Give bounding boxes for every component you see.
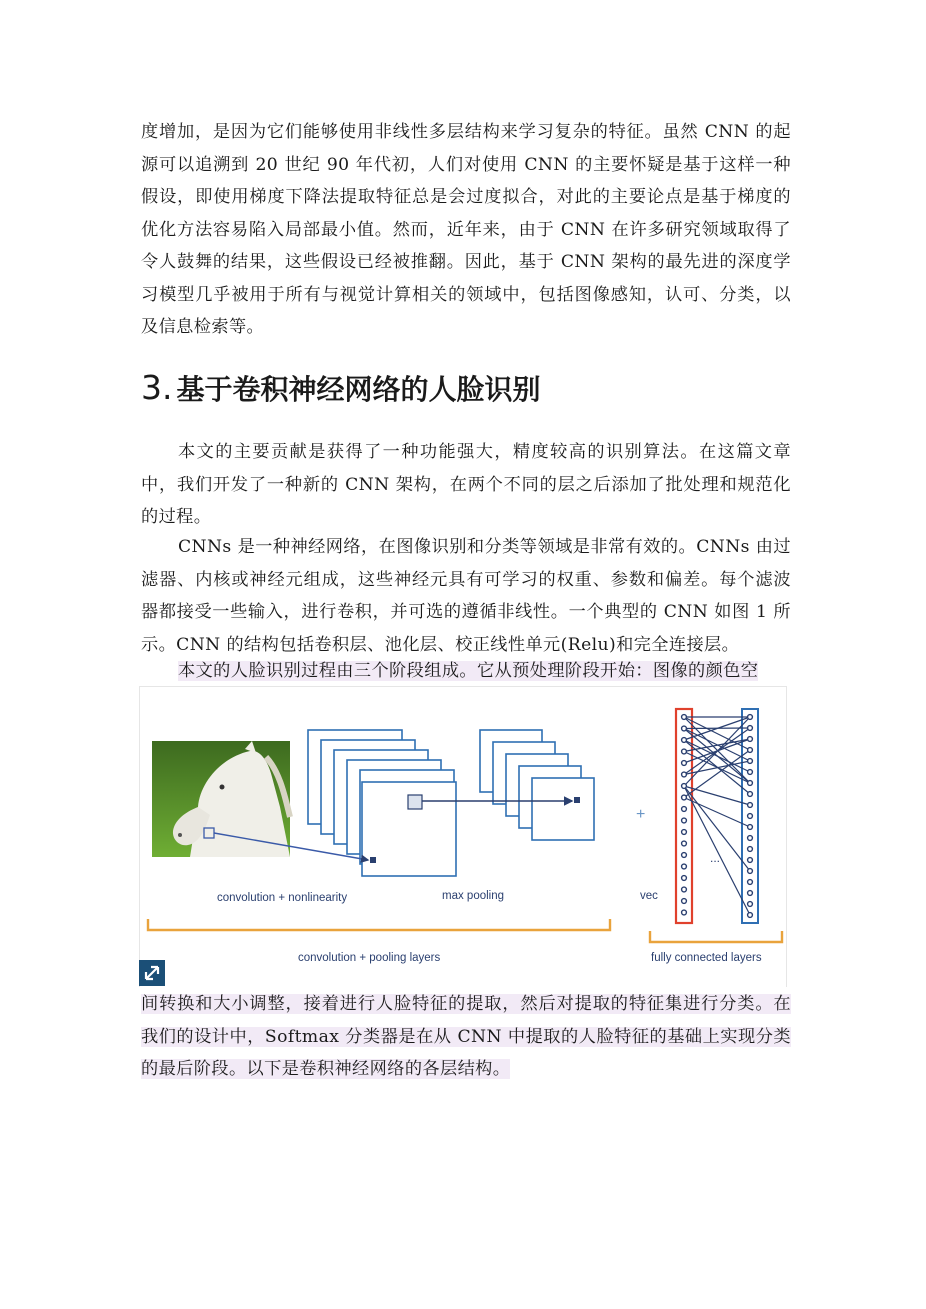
label-vec: vec	[640, 890, 658, 902]
neuron	[682, 841, 687, 846]
fc-bracket	[650, 931, 782, 942]
neuron	[748, 759, 753, 764]
horse-image	[152, 741, 290, 857]
highlighted-text: 本文的人脸识别过程由三个阶段组成。它从预处理阶段开始：图像的颜色空	[178, 661, 759, 681]
neuron	[748, 913, 753, 918]
pooled-feature-maps	[480, 730, 594, 840]
neuron	[748, 902, 753, 907]
plus-sign: +	[636, 806, 646, 823]
neuron	[682, 910, 687, 915]
neuron	[748, 726, 753, 731]
paragraph-process-start	[141, 655, 791, 688]
paragraph-process-continued	[141, 988, 791, 1086]
neuron	[682, 795, 687, 800]
neuron	[682, 738, 687, 743]
conv-pool-bracket	[148, 919, 610, 930]
label-conv-pool-layers: convolution + pooling layers	[298, 952, 441, 964]
expand-icon[interactable]	[139, 960, 165, 986]
neuron	[682, 830, 687, 835]
neuron	[682, 715, 687, 720]
neuron	[748, 814, 753, 819]
neuron	[682, 853, 687, 858]
label-fc-layers: fully connected layers	[651, 952, 762, 964]
paragraph-contribution: 本文的主要贡献是获得了一种功能强大，精度较高的识别算法。在这篇文章中，我们开发了一种新的 CNN 架构，在两个不同的层之后添加了批处理和规范化的过程。	[141, 442, 791, 527]
section-title: 基于卷积神经网络的人脸识别	[176, 373, 541, 406]
section-heading	[141, 364, 541, 414]
label-convolution-nonlinearity: convolution + nonlinearity	[217, 892, 348, 904]
neuron	[748, 792, 753, 797]
neuron	[682, 864, 687, 869]
neuron	[682, 807, 687, 812]
fc-connection	[684, 739, 750, 763]
neuron	[748, 737, 753, 742]
highlighted-text: 间转换和大小调整，接着进行人脸特征的提取，然后对提取的特征集进行分类。在我们的设计中，Softmax 分类器是在从 CNN 中提取的人脸特征的基础上实现分类的最后阶段。以下是卷积神经网络的各层结构。	[141, 994, 791, 1079]
neuron	[682, 876, 687, 881]
neuron	[682, 818, 687, 823]
neuron	[682, 749, 687, 754]
cnn-architecture-figure	[139, 686, 787, 987]
neuron	[748, 715, 753, 720]
ellipsis-label: ...	[710, 851, 721, 865]
conv-feature-maps	[308, 730, 456, 876]
label-max-pooling: max pooling	[442, 890, 505, 902]
neuron	[748, 858, 753, 863]
section-number: 3.	[141, 368, 173, 407]
neuron	[748, 847, 753, 852]
neuron	[748, 836, 753, 841]
neuron	[682, 899, 687, 904]
neuron	[682, 726, 687, 731]
neuron	[682, 784, 687, 789]
neuron	[748, 770, 753, 775]
neuron	[748, 880, 753, 885]
neuron	[682, 887, 687, 892]
paragraph-intro-continued: 度增加，是因为它们能够使用非线性多层结构来学习复杂的特征。虽然 CNN 的起源可以追溯到 20 世纪 90 年代初，人们对使用 CNN 的主要怀疑是基于这样一种假设，即使用梯度下降法提取特征总是会过度拟合，对此的主要论点是基于梯度的优化方法容易陷入局部最小值。然而，近年来，由于 CNN 在许多研究领域取得了令人鼓舞的结果，这些假设已经被推翻。因此，基于 CNN 架构的最先进的深度学习模型几乎被用于所有与视觉计算相关的领域中，包括图像感知，认可、分类，以及信息检索等。	[141, 122, 791, 337]
neuron	[748, 748, 753, 753]
cnn-diagram	[140, 687, 786, 987]
neuron	[748, 781, 753, 786]
fully-connected-network	[676, 709, 758, 923]
neuron	[682, 761, 687, 766]
neuron	[748, 825, 753, 830]
neuron	[682, 772, 687, 777]
neuron	[748, 891, 753, 896]
paragraph-cnn-description: CNNs 是一种神经网络，在图像识别和分类等领域是非常有效的。CNNs 由过滤器、内核或神经元组成，这些神经元具有可学习的权重、参数和偏差。每个滤波器都接受一些输入，进行卷积，并可选的遵循非线性。一个典型的 CNN 如图 1 所示。CNN 的结构包括卷积层、池化层、校正线性单元(Relu)和完全连接层。	[141, 537, 791, 655]
neuron	[748, 869, 753, 874]
neuron	[748, 803, 753, 808]
